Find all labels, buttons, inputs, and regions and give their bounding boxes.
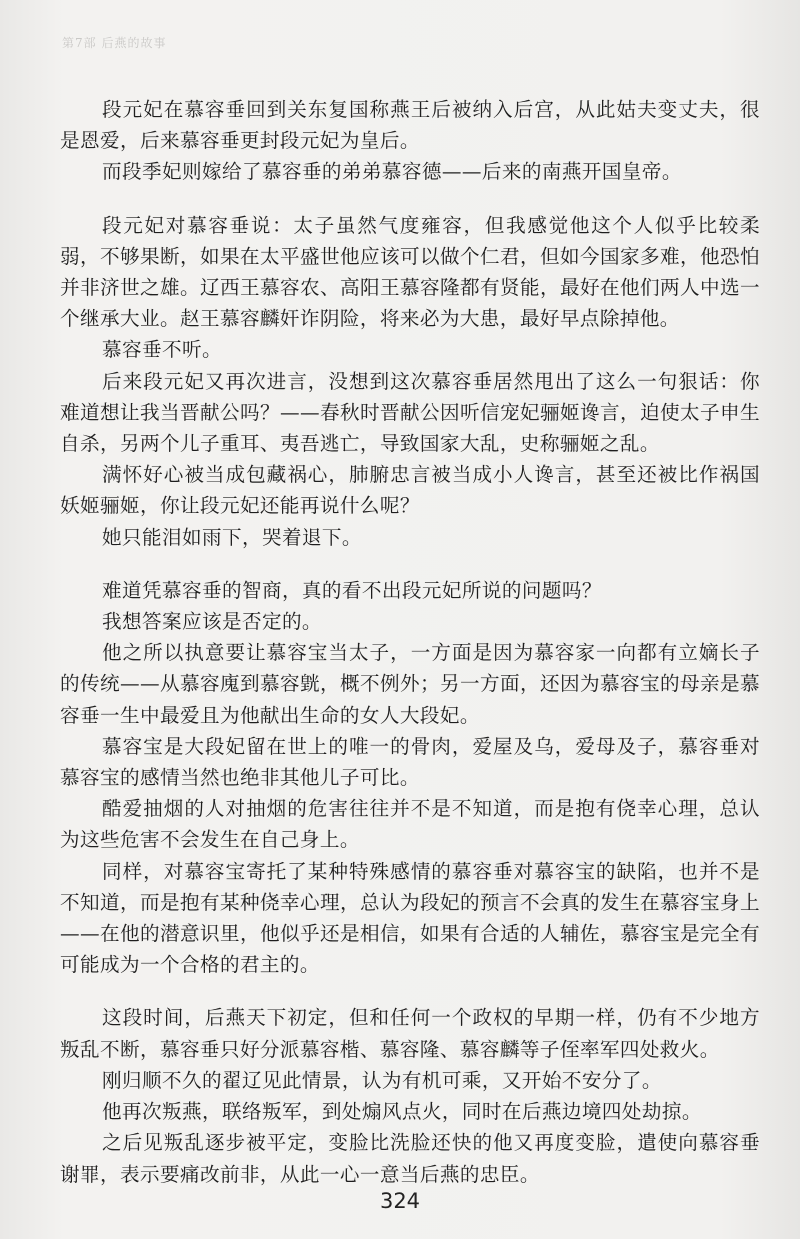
paragraph: 她只能泪如雨下，哭着退下。 [102, 525, 362, 549]
paragraph: 他之所以执意要让慕容宝当太子，一方面是因为慕容家一向都有立嫡长子的传统——从慕容廆到慕容皝，概不例外；另一方面，还因为慕容宝的母亲是慕容垂一生中最爱且为他献出生命的女人大段妃。 [60, 641, 760, 727]
paragraph: 而段季妃则嫁给了慕容垂的弟弟慕容德——后来的南燕开国皇帝。 [102, 160, 682, 184]
paragraph: 酷爱抽烟的人对抽烟的危害往往并不是不知道，而是抱有侥幸心理，总认为这些危害不会发生在自己身上。 [60, 797, 760, 852]
paragraph: 段元妃对慕容垂说：太子虽然气度雍容，但我感觉他这个人似乎比较柔弱，不够果断，如果在太平盛世他应该可以做个仁君，但如今国家多难，他恐怕并非济世之雄。辽西王慕容农、高阳王慕容隆都有贤能，最好在他们两人中选一个继承大业。赵王慕容麟奸诈阴险，将来必为大患，最好早点除掉他。 [60, 213, 760, 331]
running-header: 第7部 后燕的故事 [62, 36, 167, 50]
section-gap [60, 980, 760, 1002]
page-number: 324 [379, 1189, 421, 1213]
paragraph: 慕容垂不听。 [102, 338, 222, 362]
paragraph: 慕容宝是大段妃留在世上的唯一的骨肉，爱屋及乌，爱母及子，慕容垂对慕容宝的感情当然也绝非其他儿子可比。 [60, 734, 760, 790]
paragraph: 我想答案应该是否定的。 [102, 610, 322, 634]
paragraph: 满怀好心被当成包藏祸心，肺腑忠言被当成小人谗言，甚至还被比作祸国妖姬骊姬，你让段元妃还能再说什么呢？ [60, 463, 760, 518]
paragraph: 之后见叛乱逐步被平定，变脸比洗脸还快的他又再度变脸，遣使向慕容垂谢罪，表示要痛改前非，从此一心一意当后燕的忠臣。 [60, 1131, 760, 1186]
paragraph: 段元妃在慕容垂回到关东复国称燕王后被纳入后宫，从此姑夫变丈夫，很是恩爱，后来慕容垂更封段元妃为皇后。 [60, 98, 760, 153]
paragraph: 后来段元妃又再次进言，没想到这次慕容垂居然甩出了这么一句狠话：你难道想让我当晋献公吗？——春秋时晋献公因听信宠妃骊姬谗言，迫使太子申生自杀，另两个儿子重耳、夷吾逃亡，导致国家大乱，史称骊姬之乱。 [60, 369, 760, 456]
paragraph: 同样，对慕容宝寄托了某种特殊感情的慕容垂对慕容宝的缺陷，也并不是不知道，而是抱有某种侥幸心理，总认为段妃的预言不会真的发生在慕容宝身上——在他的潜意识里，他似乎还是相信，如果有合适的人辅佐，慕容宝是完全有可能成为一个合格的君主的。 [60, 859, 760, 977]
paragraph: 刚归顺不久的翟辽见此情景，认为有机可乘，又开始不安分了。 [102, 1068, 662, 1092]
paragraph: 这段时间，后燕天下初定，但和任何一个政权的早期一样，仍有不少地方叛乱不断，慕容垂只好分派慕容楷、慕容隆、慕容麟等子侄率军四处救火。 [60, 1006, 760, 1061]
body-text [60, 94, 760, 1190]
paragraph: 他再次叛燕，联络叛军，到处煽风点火，同时在后燕边境四处劫掠。 [102, 1100, 702, 1124]
section-gap [60, 188, 760, 210]
section-gap [60, 553, 760, 575]
paragraph: 难道凭慕容垂的智商，真的看不出段元妃所说的问题吗？ [102, 578, 602, 602]
